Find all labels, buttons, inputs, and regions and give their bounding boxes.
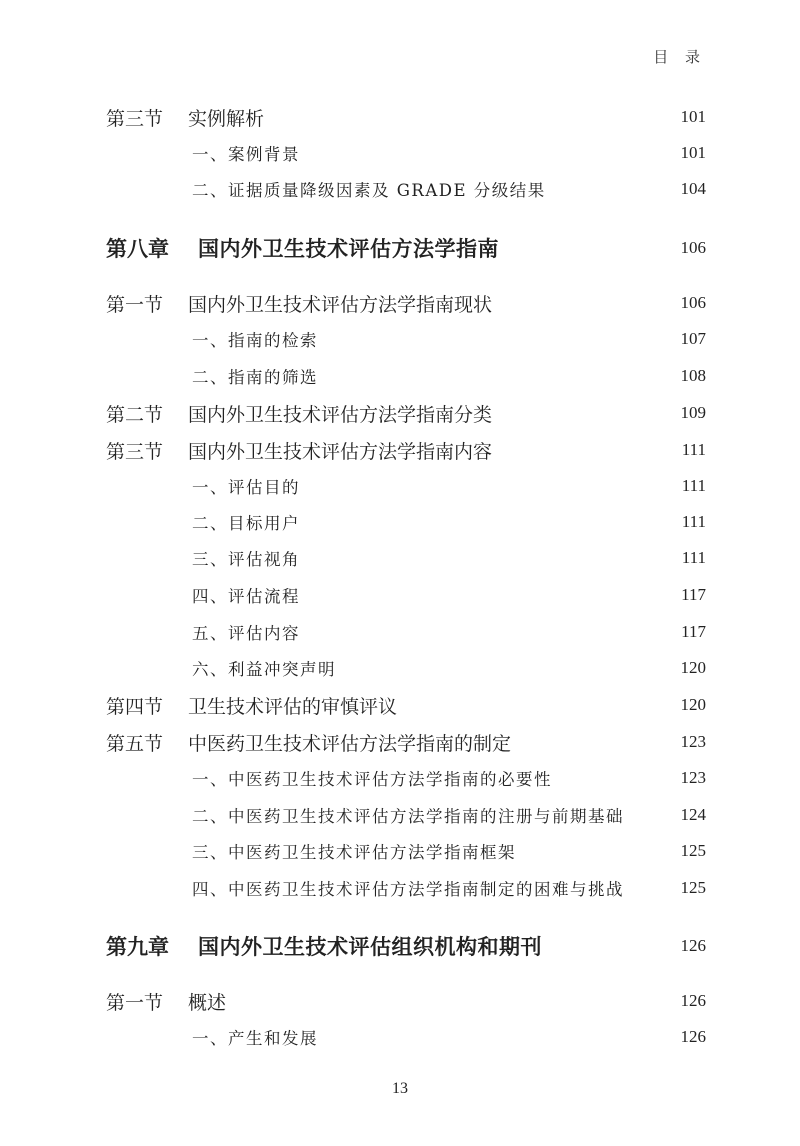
item-title: 一、指南的检索	[192, 331, 318, 350]
page-number: 125	[680, 878, 706, 897]
item-title: 一、中医药卫生技术评估方法学指南的必要性	[192, 770, 552, 789]
toc-item-row[interactable]	[106, 138, 706, 168]
toc-item-row[interactable]	[106, 507, 706, 537]
chapter-title: 国内外卫生技术评估方法学指南	[198, 236, 499, 261]
chapter-title: 国内外卫生技术评估组织机构和期刊	[198, 934, 542, 959]
page-number: 111	[681, 512, 706, 531]
section-number: 第一节	[106, 293, 164, 316]
toc-item-row[interactable]	[106, 617, 706, 647]
toc-item-row[interactable]	[106, 800, 706, 830]
page-number: 106	[680, 293, 706, 312]
running-header: 目 录	[653, 48, 706, 66]
page-number: 111	[681, 476, 706, 495]
toc-item-row[interactable]	[106, 763, 706, 793]
toc-item-row[interactable]	[106, 543, 706, 573]
item-title: 一、案例背景	[192, 145, 300, 164]
page-number: 123	[680, 768, 706, 787]
page-number: 120	[680, 695, 706, 714]
toc-item-row[interactable]	[106, 836, 706, 866]
toc-section-row[interactable]	[106, 435, 706, 465]
page-number: 111	[681, 548, 706, 567]
page-number: 111	[681, 440, 706, 459]
page-number: 107	[680, 329, 706, 348]
section-title: 实例解析	[188, 107, 265, 130]
toc-section-row[interactable]	[106, 102, 706, 132]
item-title: 二、指南的筛选	[192, 368, 318, 387]
toc-chapter-row[interactable]	[106, 931, 706, 961]
section-title: 中医药卫生技术评估方法学指南的制定	[188, 732, 512, 755]
toc-item-row[interactable]	[106, 1022, 706, 1052]
section-number: 第三节	[106, 107, 164, 130]
footer-page-number: 13	[392, 1080, 408, 1097]
toc-item-row[interactable]	[106, 174, 706, 204]
section-number: 第三节	[106, 440, 164, 463]
toc-section-row[interactable]	[106, 727, 706, 757]
item-title: 三、评估视角	[192, 550, 300, 569]
page-number: 126	[680, 1027, 706, 1046]
item-title: 一、评估目的	[192, 478, 300, 497]
toc-section-row[interactable]	[106, 986, 706, 1016]
page-number: 106	[680, 238, 706, 257]
toc-item-row[interactable]	[106, 580, 706, 610]
page-number: 120	[680, 658, 706, 677]
item-title: 六、利益冲突声明	[192, 660, 336, 679]
item-title: 二、目标用户	[192, 514, 300, 533]
item-title: 二、中医药卫生技术评估方法学指南的注册与前期基础	[192, 807, 624, 826]
section-number: 第一节	[106, 991, 164, 1014]
page-number: 126	[680, 991, 706, 1010]
page-number: 117	[681, 585, 706, 604]
toc-section-row[interactable]	[106, 398, 706, 428]
section-title: 概述	[188, 991, 227, 1014]
section-number: 第二节	[106, 403, 164, 426]
page-number: 117	[681, 622, 706, 641]
section-title: 国内外卫生技术评估方法学指南现状	[188, 293, 493, 316]
section-number: 第五节	[106, 732, 164, 755]
toc-section-row[interactable]	[106, 690, 706, 720]
page-number: 124	[680, 805, 706, 824]
toc-item-row[interactable]	[106, 471, 706, 501]
toc-item-row[interactable]	[106, 873, 706, 903]
section-title: 国内外卫生技术评估方法学指南分类	[188, 403, 493, 426]
item-title: 三、中医药卫生技术评估方法学指南框架	[192, 843, 516, 862]
page-number: 104	[680, 179, 706, 198]
page-number: 101	[680, 107, 706, 126]
section-title: 国内外卫生技术评估方法学指南内容	[188, 440, 493, 463]
item-title: 四、中医药卫生技术评估方法学指南制定的困难与挑战	[192, 880, 624, 899]
chapter-number: 第九章	[106, 934, 169, 959]
chapter-number: 第八章	[106, 236, 169, 261]
toc-item-row[interactable]	[106, 361, 706, 391]
page-number: 108	[680, 366, 706, 385]
page-number: 126	[680, 936, 706, 955]
page-number: 125	[680, 841, 706, 860]
page-number: 101	[680, 143, 706, 162]
page-number: 109	[680, 403, 706, 422]
toc-section-row[interactable]	[106, 288, 706, 318]
section-title: 卫生技术评估的审慎评议	[188, 695, 398, 718]
section-number: 第四节	[106, 695, 164, 718]
toc-item-row[interactable]	[106, 324, 706, 354]
item-title: 二、证据质量降级因素及 GRADE 分级结果	[192, 181, 546, 200]
item-title: 四、评估流程	[192, 587, 300, 606]
item-title: 五、评估内容	[192, 624, 300, 643]
page-number: 123	[680, 732, 706, 751]
toc-item-row[interactable]	[106, 653, 706, 683]
item-title: 一、产生和发展	[192, 1029, 318, 1048]
toc-chapter-row[interactable]	[106, 233, 706, 263]
